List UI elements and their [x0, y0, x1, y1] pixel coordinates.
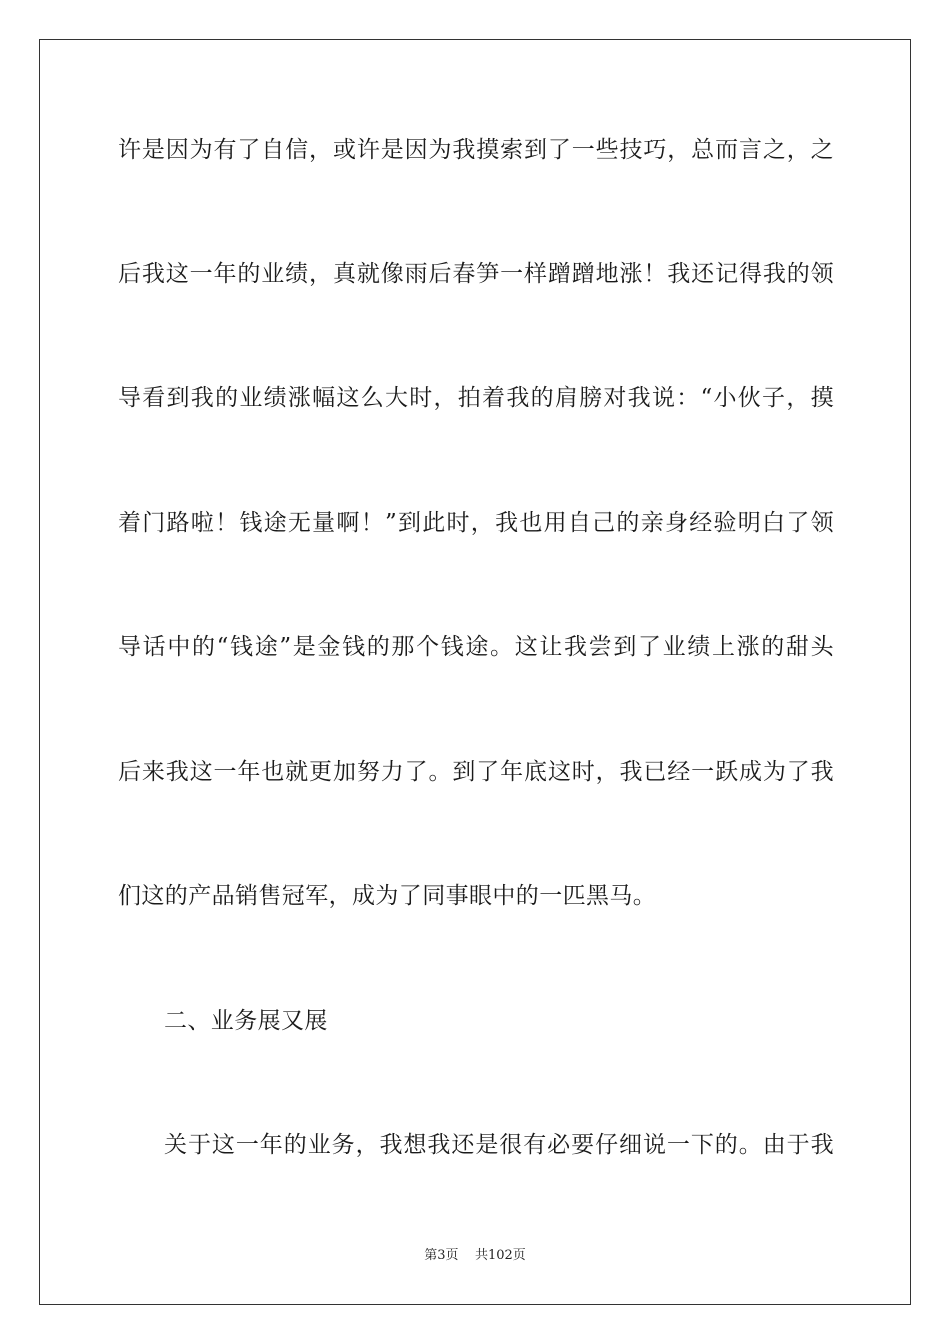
- body-line-8: 关于这一年的业务，我想我还是很有必要仔细说一下的。由于我: [164, 1132, 834, 1158]
- body-line-4: 着门路啦！钱途无量啊！”到此时，我也用自己的亲身经验明白了领: [118, 510, 834, 536]
- body-line-3: 导看到我的业绩涨幅这么大时，拍着我的肩膀对我说：“小伙子，摸: [118, 385, 834, 411]
- body-line-6: 后来我这一年也就更加努力了。到了年底这时，我已经一跃成为了我: [118, 759, 834, 785]
- body-line-7: 们这的产品销售冠军，成为了同事眼中的一匹黑马。: [118, 883, 657, 909]
- page-number-footer: 第3页 共102页: [424, 1248, 526, 1263]
- body-line-2: 后我这一年的业绩，真就像雨后春笋一样蹭蹭地涨！我还记得我的领: [118, 261, 834, 287]
- body-line-5: 导话中的“钱途”是金钱的那个钱途。这让我尝到了业绩上涨的甜头: [118, 634, 834, 660]
- body-line-1: 许是因为有了自信，或许是因为我摸索到了一些技巧，总而言之，之: [118, 137, 834, 163]
- section-heading: 二、业务展又展: [164, 1008, 328, 1034]
- page-border: [39, 39, 911, 1305]
